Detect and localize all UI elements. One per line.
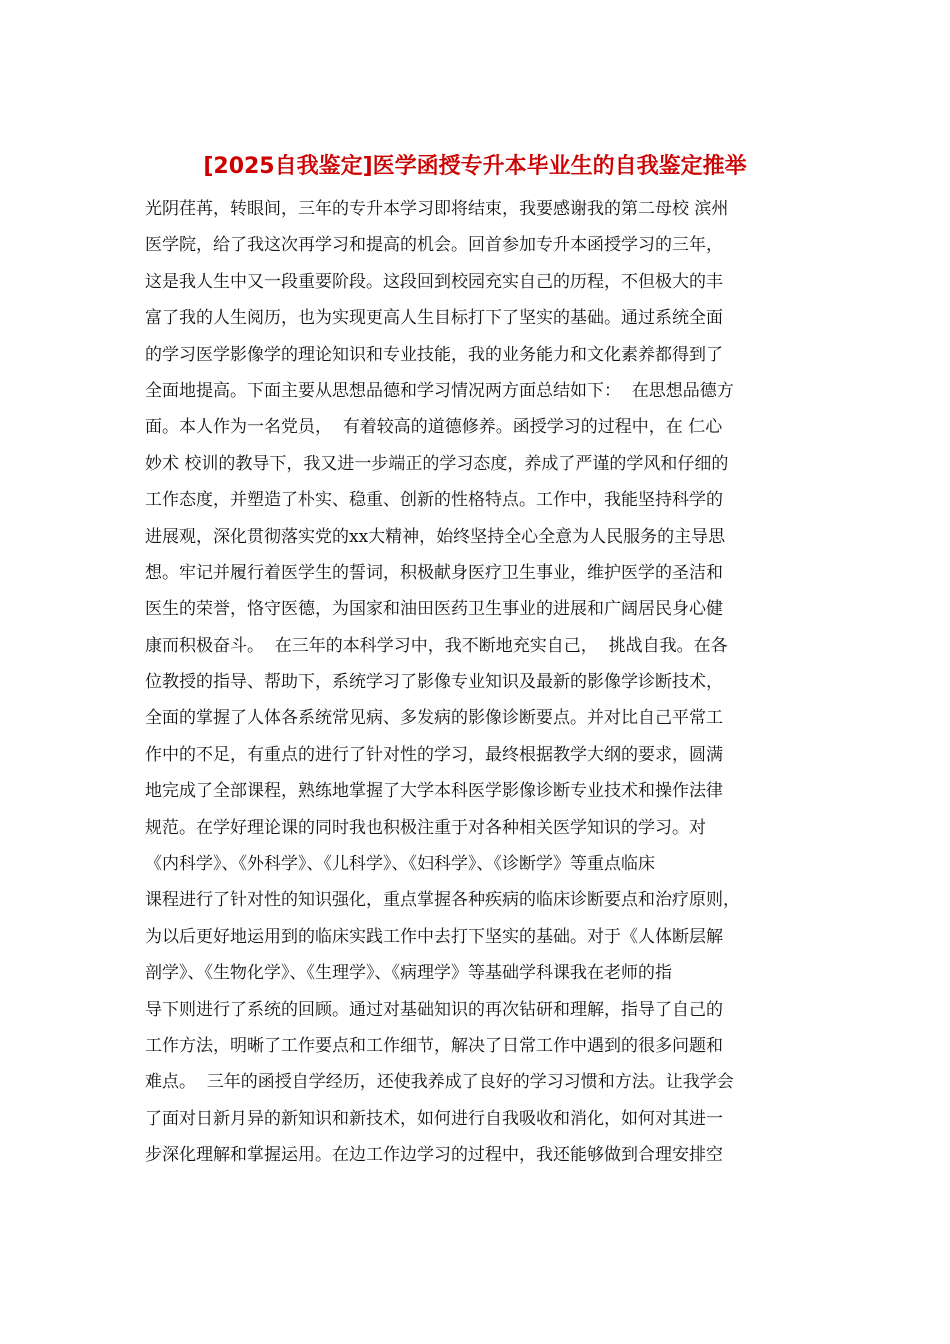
document-body — [145, 191, 810, 1174]
body-line: 作中的不足，有重点的进行了针对性的学习，最终根据教学大纲的要求，圆满 — [145, 744, 723, 765]
body-line: 富了我的人生阅历，也为实现更高人生目标打下了坚实的基础。通过系统全面 — [145, 308, 723, 329]
body-line: 地完成了全部课程，熟练地掌握了大学本科医学影像诊断专业技术和操作法律 — [145, 781, 723, 802]
body-line: 工作态度，并塑造了朴实、稳重、创新的性格特点。工作中，我能坚持科学的 — [145, 490, 723, 511]
body-line: 进展观，深化贯彻落实党的xx大精神，始终坚持全心全意为人民服务的主导思 — [145, 526, 726, 547]
body-line: 步深化理解和掌握运用。在边工作边学习的过程中，我还能够做到合理安排空 — [145, 1145, 723, 1166]
body-line: 面。本人作为一名党员， 有着较高的道德修养。函授学习的过程中，在 仁心 — [145, 417, 723, 438]
body-line: 妙术 校训的教导下，我又进一步端正的学习态度，养成了严谨的学风和仔细的 — [145, 453, 729, 474]
body-line: 医学院，给了我这次再学习和提高的机会。回首参加专升本函授学习的三年， — [145, 235, 723, 256]
body-line: 导下则进行了系统的回顾。通过对基础知识的再次钻研和理解，指导了自己的 — [145, 999, 723, 1020]
body-line: 位教授的指导、帮助下，系统学习了影像专业知识及最新的影像学诊断技术， — [145, 672, 723, 693]
body-line: 《内科学》、《外科学》、《儿科学》、《妇科学》、《诊断学》等重点临床 — [145, 854, 655, 875]
body-line: 全面地提高。下面主要从思想品德和学习情况两方面总结如下： 在思想品德方 — [145, 380, 734, 401]
body-line: 光阴荏苒，转眼间，三年的专升本学习即将结束，我要感谢我的第二母校 滨州 — [145, 199, 729, 219]
body-line: 为以后更好地运用到的临床实践工作中去打下坚实的基础。对于《人体断层解 — [145, 926, 723, 947]
body-line: 康而积极奋斗。 在三年的本科学习中，我不断地充实自己， 挑战自我。在各 — [145, 635, 728, 656]
body-line: 了面对日新月异的新知识和新技术，如何进行自我吸收和消化，如何对其进一 — [145, 1108, 723, 1129]
body-line: 规范。在学好理论课的同时我也积极注重于对各种相关医学知识的学习。对 — [145, 817, 706, 838]
body-line: 工作方法，明晰了工作要点和工作细节，解决了日常工作中遇到的很多问题和 — [145, 1035, 723, 1056]
body-line: 难点。 三年的函授自学经历，还使我养成了良好的学习习惯和方法。让我学会 — [145, 1072, 734, 1093]
body-line: 的学习医学影像学的理论知识和专业技能，我的业务能力和文化素养都得到了 — [145, 344, 723, 365]
body-line: 剖学》、《生物化学》、《生理学》、《病理学》等基础学科课我在老师的指 — [145, 963, 672, 984]
body-line: 课程进行了针对性的知识强化，重点掌握各种疾病的临床诊断要点和治疗原则， — [145, 890, 740, 911]
body-line: 医生的荣誉，恪守医德，为国家和油田医药卫生事业的进展和广阔居民身心健 — [145, 599, 723, 620]
body-line: 全面的掌握了人体各系统常见病、多发病的影像诊断要点。并对比自己平常工 — [145, 708, 723, 729]
body-line: 这是我人生中又一段重要阶段。这段回到校园充实自己的历程，不但极大的丰 — [145, 271, 723, 292]
body-line: 想。牢记并履行着医学生的誓词，积极献身医疗卫生事业，维护医学的圣洁和 — [145, 562, 723, 583]
document-title: [2025自我鉴定]医学函授专升本毕业生的自我鉴定推举 — [203, 154, 747, 179]
